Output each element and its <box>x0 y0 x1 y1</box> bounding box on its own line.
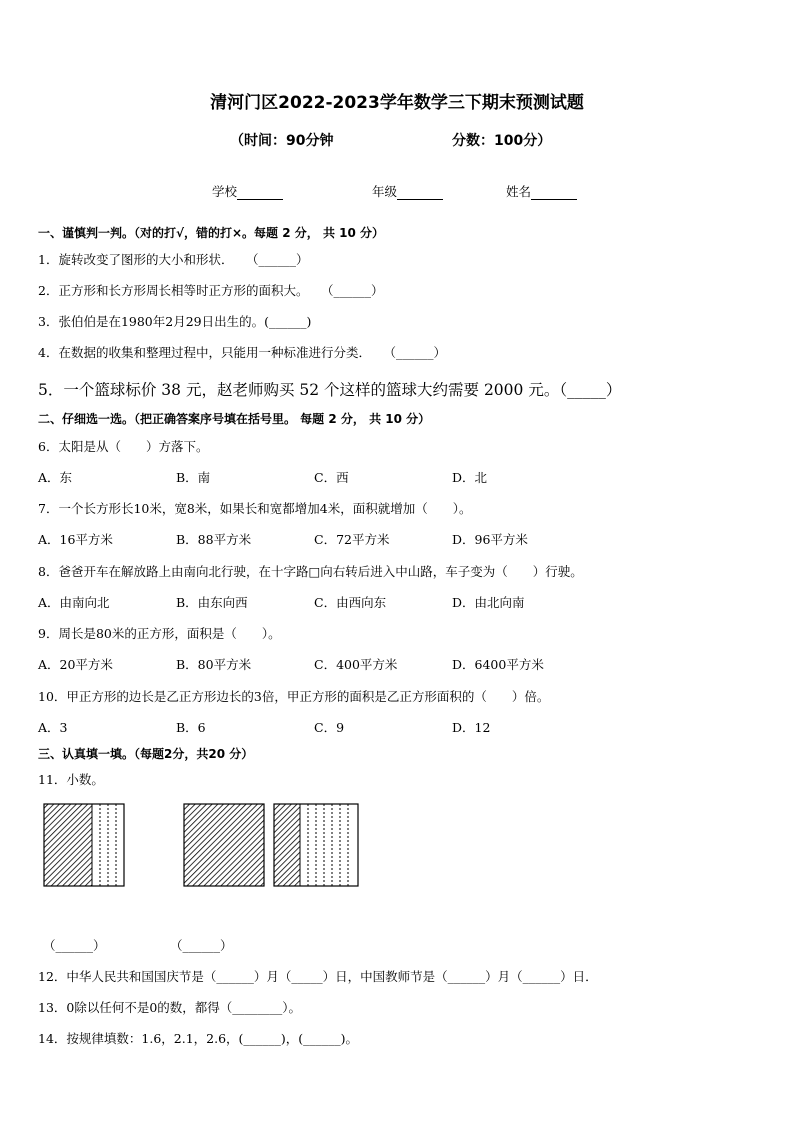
question-1: 1．旋转改变了图形的大小和形状． （______） <box>38 252 309 267</box>
q7-option-d[interactable]: D．96平方米 <box>452 532 528 547</box>
q9-option-a[interactable]: A．20平方米 <box>38 657 113 672</box>
exam-score: 分数：100分） <box>452 133 552 149</box>
grid-2 <box>184 804 264 886</box>
name-blank[interactable] <box>531 187 577 200</box>
q10-option-a[interactable]: A．3 <box>38 720 68 735</box>
section1-heading: 一、谨慎判一判。（对的打√，错的打×。每题 2 分， 共 10 分） <box>38 226 384 240</box>
school-label: 学校 <box>212 184 238 199</box>
q8-option-c[interactable]: C．由西向东 <box>314 595 387 610</box>
q10-option-d[interactable]: D．12 <box>452 720 491 735</box>
q11-answer-blank-1[interactable]: （______） <box>43 938 106 953</box>
question-7: 7．一个长方形长10米，宽8米，如果长和宽都增加4米，面积就增加（ ）。 <box>38 501 472 516</box>
question-5: 5．一个篮球标价 38 元，赵老师购买 52 个这样的篮球大约需要 2000 元。（_____） <box>38 381 622 399</box>
q10-option-b[interactable]: B．6 <box>176 720 206 735</box>
q8-option-d[interactable]: D．由北向南 <box>452 595 525 610</box>
grid-1 <box>44 804 124 886</box>
q8-option-b[interactable]: B．由东向西 <box>176 595 248 610</box>
question-2: 2．正方形和长方形周长相等时正方形的面积大。 （______） <box>38 283 384 298</box>
grade-field[interactable] <box>372 182 443 200</box>
question-9: 9．周长是80米的正方形，面积是（ ）。 <box>38 626 281 641</box>
section3-heading: 三、认真填一填。（每题2分，共20 分） <box>38 747 254 761</box>
name-field[interactable] <box>506 182 577 200</box>
q7-option-b[interactable]: B．88平方米 <box>176 532 252 547</box>
q9-option-d[interactable]: D．6400平方米 <box>452 657 544 672</box>
page-title: 清河门区2022-2023学年数学三下期末预测试题 <box>210 93 584 113</box>
question-4: 4．在数据的收集和整理过程中，只能用一种标准进行分类． （______） <box>38 345 446 360</box>
grid-3 <box>274 804 358 886</box>
q10-option-c[interactable]: C．9 <box>314 720 345 735</box>
q9-option-b[interactable]: B．80平方米 <box>176 657 252 672</box>
grade-label: 年级 <box>372 184 398 199</box>
school-field[interactable] <box>212 182 283 200</box>
section2-heading: 二、仔细选一选。（把正确答案序号填在括号里。 每题 2 分， 共 10 分） <box>38 412 431 426</box>
q6-option-c[interactable]: C．西 <box>314 470 349 485</box>
q11-answer-blank-2[interactable]: （______） <box>170 938 233 953</box>
question-11: 11．小数。 <box>38 772 104 787</box>
decimal-grid-figure <box>43 803 363 889</box>
question-8: 8．爸爸开车在解放路上由南向北行驶，在十字路□向右转后进入中山路，车子变为（ ）行驶。 <box>38 564 583 579</box>
question-12: 12．中华人民共和国国庆节是（______）月（_____）日，中国教师节是（______）月（______）日． <box>38 969 598 984</box>
school-blank[interactable] <box>237 187 283 200</box>
question-3: 3．张伯伯是在1980年2月29日出生的。(______) <box>38 314 312 329</box>
q7-option-a[interactable]: A．16平方米 <box>38 532 113 547</box>
q6-option-b[interactable]: B．南 <box>176 470 211 485</box>
name-label: 姓名 <box>506 184 532 199</box>
question-14: 14．按规律填数：1.6，2.1，2.6，(______)，(______)。 <box>38 1031 359 1046</box>
q7-option-c[interactable]: C．72平方米 <box>314 532 390 547</box>
exam-time: （时间：90分钟 <box>230 133 334 149</box>
q9-option-c[interactable]: C．400平方米 <box>314 657 398 672</box>
question-13: 13．0除以任何不是0的数，都得（________）。 <box>38 1000 302 1015</box>
q8-option-a[interactable]: A．由南向北 <box>38 595 110 610</box>
question-10: 10．甲正方形的边长是乙正方形边长的3倍，甲正方形的面积是乙正方形面积的（ ）倍。 <box>38 689 550 704</box>
grade-blank[interactable] <box>397 187 443 200</box>
q6-option-d[interactable]: D．北 <box>452 470 488 485</box>
question-6: 6．太阳是从（ ）方落下。 <box>38 439 209 454</box>
q6-option-a[interactable]: A．东 <box>38 470 73 485</box>
